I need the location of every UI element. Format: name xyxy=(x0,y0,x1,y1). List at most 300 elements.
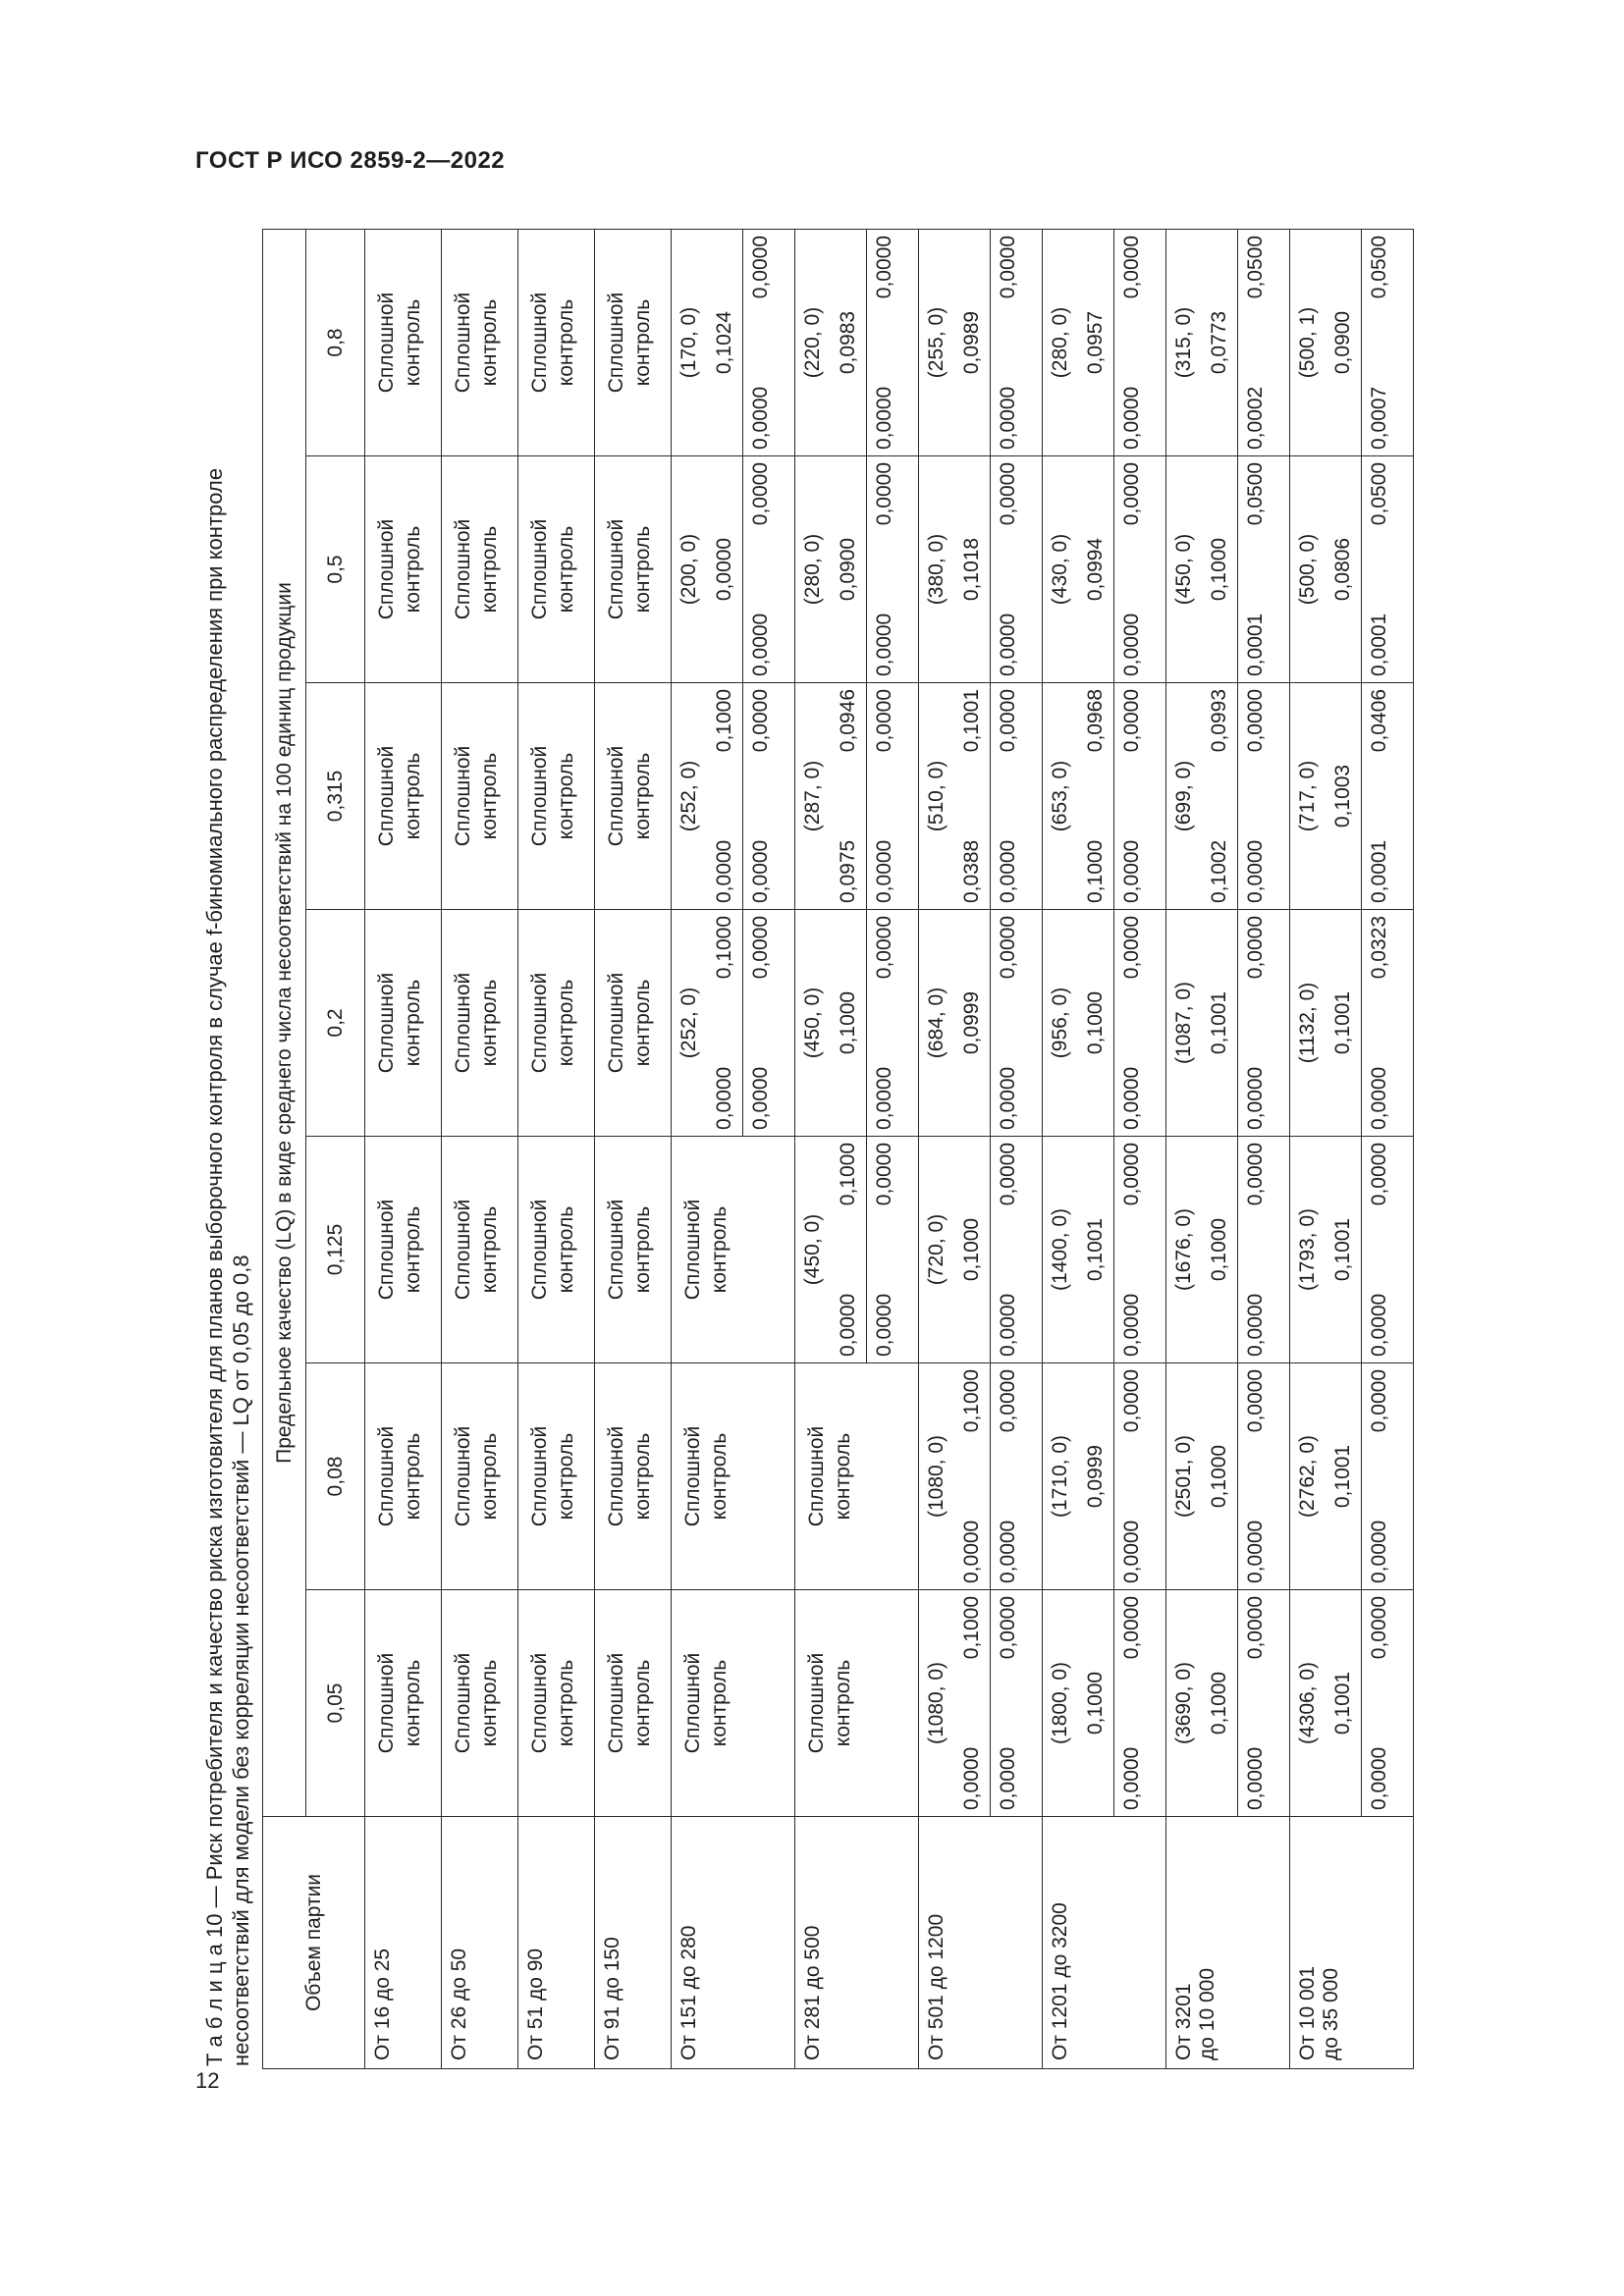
sampling-plan xyxy=(1290,683,1326,909)
plan-values xyxy=(1043,1363,1165,1589)
risk-value: 0,0773 xyxy=(1208,310,1230,375)
plan-text: (255, 0) xyxy=(925,306,947,379)
risk-values xyxy=(707,456,742,682)
solid-line-1: Сплошной xyxy=(375,518,398,620)
plan-text: (717, 0) xyxy=(1296,760,1319,832)
sampling-plan xyxy=(795,456,831,682)
plan-values xyxy=(795,230,918,455)
quality-value: 0,0000 xyxy=(1120,916,1143,980)
risk-value: 0,1000 xyxy=(837,990,859,1055)
plan-values xyxy=(1166,1590,1289,1816)
plan-values xyxy=(1043,456,1165,682)
risk-values xyxy=(1202,1137,1237,1362)
risk-value: 0,1000 xyxy=(960,1596,983,1660)
sampling-plan xyxy=(1166,1590,1202,1816)
lot-size-cell: От 281 до 500 xyxy=(795,1817,919,2069)
solid-line-2: контроль xyxy=(402,1205,424,1294)
quality-value: 0,0000 xyxy=(1120,462,1143,526)
solid-line-1: Сплошной xyxy=(375,1425,398,1527)
risk-values xyxy=(831,683,866,909)
risk-value: 0,1001 xyxy=(1331,1444,1354,1509)
quality-values xyxy=(990,910,1026,1136)
table-cell xyxy=(1043,910,1166,1137)
quality-value: 0,0000 xyxy=(997,462,1019,526)
solid-line-1: Сплошной xyxy=(452,1425,474,1527)
quality-values xyxy=(866,456,902,682)
solid-line-2: контроль xyxy=(708,1205,731,1294)
plan-values xyxy=(672,683,794,909)
solid-line-1: Сплошной xyxy=(605,745,627,847)
table-row xyxy=(1290,230,1414,2069)
table-cell xyxy=(1290,1137,1414,1363)
sampling-plan xyxy=(795,1137,831,1362)
table-cell xyxy=(365,230,442,456)
quality-values xyxy=(1361,683,1397,909)
risk-values xyxy=(1326,230,1361,455)
table-cell xyxy=(1290,456,1414,683)
solid-inspection-text xyxy=(365,1590,426,1816)
sampling-plan xyxy=(919,910,954,1136)
table-cell xyxy=(518,1590,595,1817)
risk-values xyxy=(1078,1590,1113,1816)
risk-values xyxy=(1202,230,1237,455)
risk-values xyxy=(1078,1363,1113,1589)
sampling-plan xyxy=(919,456,954,682)
table-cell xyxy=(672,910,795,1137)
plan-text: (450, 0) xyxy=(801,987,824,1059)
plan-text: (4306, 0) xyxy=(1296,1661,1319,1745)
solid-line-2: контроль xyxy=(832,1432,854,1521)
solid-line-2: контроль xyxy=(708,1659,731,1747)
plan-values xyxy=(1290,1590,1413,1816)
quality-value: 0,0000 xyxy=(1120,1746,1143,1810)
quality-value: 0,0001 xyxy=(1244,613,1267,676)
solid-line-1: Сплошной xyxy=(528,745,551,847)
solid-inspection-text xyxy=(365,1137,426,1362)
quality-values xyxy=(1237,1363,1273,1589)
risk-value: 0,0000 xyxy=(960,1746,983,1810)
table-caption-line-2: несоответствий для модели без корреляции несоответствий — LQ от 0,05 до 0,8 xyxy=(229,1255,253,2066)
solid-inspection-text xyxy=(672,1590,732,1816)
risk-values xyxy=(831,456,866,682)
table-cell xyxy=(442,456,518,683)
risk-values xyxy=(707,683,742,909)
solid-line-2: контроль xyxy=(402,525,424,614)
solid-line-2: контроль xyxy=(478,979,501,1067)
table-cell xyxy=(795,910,919,1137)
table-container xyxy=(262,229,1388,2069)
plan-values xyxy=(1043,910,1165,1136)
solid-line-1: Сплошной xyxy=(605,292,627,394)
table-cell xyxy=(442,1590,518,1817)
table-cell xyxy=(1290,230,1414,456)
solid-line-1: Сплошной xyxy=(605,972,627,1074)
risk-values xyxy=(1326,1590,1361,1816)
quality-value: 0,0000 xyxy=(1244,1066,1267,1130)
quality-values xyxy=(742,456,779,682)
plan-values xyxy=(1166,456,1289,682)
plan-values xyxy=(1166,1363,1289,1589)
risk-value: 0,0999 xyxy=(960,990,983,1055)
plan-text: (200, 0) xyxy=(677,533,700,606)
sampling-plan xyxy=(672,456,707,682)
risk-value: 0,1000 xyxy=(1084,1671,1107,1735)
quality-values xyxy=(866,683,902,909)
solid-line-1: Сплошной xyxy=(375,1199,398,1301)
sampling-plan xyxy=(795,230,831,455)
table-cell xyxy=(672,1590,795,1817)
solid-line-1: Сплошной xyxy=(681,1652,704,1754)
plan-values xyxy=(919,1137,1042,1362)
risk-value: 0,0994 xyxy=(1084,537,1107,602)
solid-inspection-text xyxy=(365,456,426,682)
table-cell xyxy=(518,1137,595,1363)
lq-column-header: 0,5 xyxy=(306,456,365,683)
table-cell xyxy=(795,1590,919,1817)
table-cell xyxy=(595,456,672,683)
quality-values xyxy=(866,230,902,455)
table-cell xyxy=(365,683,442,910)
solid-line-1: Сплошной xyxy=(452,292,474,394)
risk-value: 0,0000 xyxy=(960,1520,983,1583)
table-cell xyxy=(1166,1137,1290,1363)
solid-line-1: Сплошной xyxy=(605,518,627,620)
lq-column-header: 0,2 xyxy=(306,910,365,1137)
risk-values xyxy=(707,230,742,455)
risk-value: 0,1024 xyxy=(713,310,735,375)
solid-inspection-text xyxy=(595,1363,656,1589)
risk-value: 0,1001 xyxy=(960,689,983,753)
plan-text: (450, 0) xyxy=(801,1213,824,1286)
lq-header: Предельное качество (LQ) в виде среднего числа несоответствий на 100 единиц продукции xyxy=(263,230,306,1817)
plan-values xyxy=(919,456,1042,682)
risk-value: 0,1002 xyxy=(1208,839,1230,903)
solid-inspection-text xyxy=(595,1590,656,1816)
solid-line-2: контроль xyxy=(555,525,577,614)
sampling-plan xyxy=(795,683,831,909)
quality-values xyxy=(1113,1590,1150,1816)
quality-value: 0,0000 xyxy=(873,462,895,526)
plan-values xyxy=(1290,1137,1413,1362)
plan-text: (1132, 0) xyxy=(1296,982,1319,1064)
lot-size-cell: От 3201 до 10 000 xyxy=(1166,1817,1290,2069)
solid-inspection-text xyxy=(518,456,579,682)
risk-values xyxy=(1326,683,1361,909)
quality-value: 0,0000 xyxy=(749,462,772,526)
table-cell xyxy=(672,1363,795,1590)
risk-values xyxy=(831,1137,866,1362)
solid-line-1: Сплошной xyxy=(605,1425,627,1527)
risk-value: 0,0993 xyxy=(1208,689,1230,753)
table-cell xyxy=(518,230,595,456)
plan-values xyxy=(919,910,1042,1136)
quality-value: 0,0000 xyxy=(1120,839,1143,903)
risk-values xyxy=(1202,1363,1237,1589)
plan-text: (3690, 0) xyxy=(1172,1661,1195,1745)
quality-values xyxy=(742,683,779,909)
risk-value: 0,0983 xyxy=(837,310,859,375)
risk-values xyxy=(1202,910,1237,1136)
plan-values xyxy=(795,456,918,682)
table-cell xyxy=(795,683,919,910)
quality-value: 0,0000 xyxy=(997,1746,1019,1810)
quality-values xyxy=(1113,1137,1150,1362)
table-cell xyxy=(1166,1590,1290,1817)
solid-line-2: контроль xyxy=(631,979,654,1067)
quality-value: 0,0323 xyxy=(1368,916,1390,980)
risk-value: 0,0000 xyxy=(713,537,735,602)
risk-values xyxy=(1202,683,1237,909)
quality-value: 0,0000 xyxy=(749,839,772,903)
sampling-plan xyxy=(1290,1137,1326,1362)
quality-value: 0,0001 xyxy=(1368,613,1390,676)
risk-values xyxy=(1326,456,1361,682)
quality-value: 0,0000 xyxy=(873,1066,895,1130)
quality-values xyxy=(990,456,1026,682)
risk-value: 0,1001 xyxy=(1331,990,1354,1055)
quality-value: 0,0000 xyxy=(1244,1520,1267,1583)
solid-inspection-text xyxy=(365,910,426,1136)
sampling-plan xyxy=(1290,1590,1326,1816)
risk-value: 0,1000 xyxy=(837,1143,859,1206)
table-caption-line-1: Т а б л и ц а 10 — Риск потребителя и качество риска изготовителя для планов выборочного контроля в случае f-биномиального распределения при контроле xyxy=(202,467,227,2066)
solid-inspection-text xyxy=(518,1590,579,1816)
table-cell xyxy=(919,1363,1043,1590)
sampling-plan xyxy=(919,683,954,909)
solid-line-2: контроль xyxy=(555,752,577,840)
risk-value: 0,1001 xyxy=(1331,1671,1354,1735)
lq-column-header: 0,125 xyxy=(306,1137,365,1363)
risk-value: 0,0989 xyxy=(960,310,983,375)
quality-value: 0,0000 xyxy=(873,1143,895,1206)
quality-value: 0,0007 xyxy=(1368,386,1390,450)
solid-line-2: контроль xyxy=(555,298,577,387)
solid-line-1: Сплошной xyxy=(375,292,398,394)
solid-line-2: контроль xyxy=(555,1659,577,1747)
solid-inspection-text xyxy=(595,230,656,455)
risk-value: 0,1018 xyxy=(960,537,983,602)
quality-value: 0,0000 xyxy=(997,839,1019,903)
plan-values xyxy=(1043,683,1165,909)
lot-size-cell: От 91 до 150 xyxy=(595,1817,672,2069)
table-cell xyxy=(1043,230,1166,456)
risk-values xyxy=(831,910,866,1136)
solid-line-1: Сплошной xyxy=(452,1652,474,1754)
table-cell xyxy=(1290,910,1414,1137)
solid-line-2: контроль xyxy=(402,979,424,1067)
risk-value: 0,0388 xyxy=(960,839,983,903)
table-row xyxy=(795,230,919,2069)
quality-value: 0,0000 xyxy=(1368,1596,1390,1660)
table-cell xyxy=(919,1590,1043,1817)
quality-value: 0,0000 xyxy=(997,689,1019,753)
risk-value: 0,1000 xyxy=(1208,1444,1230,1509)
risk-value: 0,0000 xyxy=(837,1293,859,1357)
plan-text: (500, 0) xyxy=(1296,533,1319,606)
plan-text: (1080, 0) xyxy=(925,1434,947,1519)
solid-line-1: Сплошной xyxy=(681,1199,704,1301)
quality-value: 0,0000 xyxy=(1120,1369,1143,1433)
quality-value: 0,0000 xyxy=(997,1293,1019,1357)
solid-line-1: Сплошной xyxy=(528,972,551,1074)
sampling-plan xyxy=(919,1363,954,1589)
table-cell xyxy=(672,683,795,910)
risk-values xyxy=(1078,910,1113,1136)
solid-line-2: контроль xyxy=(631,525,654,614)
solid-inspection-text xyxy=(518,910,579,1136)
sampling-plan xyxy=(1043,683,1078,909)
table-cell xyxy=(919,683,1043,910)
solid-line-1: Сплошной xyxy=(452,972,474,1074)
page-number: 12 xyxy=(195,2068,220,2093)
quality-value: 0,0002 xyxy=(1244,386,1267,450)
table-cell xyxy=(595,910,672,1137)
quality-values xyxy=(866,1137,902,1362)
quality-values xyxy=(866,910,902,1136)
quality-value: 0,0000 xyxy=(997,1596,1019,1660)
plan-text: (170, 0) xyxy=(677,306,700,379)
sampling-plan xyxy=(1166,230,1202,455)
solid-inspection-text xyxy=(518,1363,579,1589)
plan-text: (1793, 0) xyxy=(1296,1207,1319,1292)
risk-value: 0,0000 xyxy=(713,839,735,903)
risk-value: 0,0946 xyxy=(837,689,859,753)
plan-values xyxy=(1043,1137,1165,1362)
plan-text: (1710, 0) xyxy=(1049,1434,1071,1519)
table-row xyxy=(1043,230,1166,2069)
plan-text: (684, 0) xyxy=(925,987,947,1059)
risk-values xyxy=(1326,1137,1361,1362)
plan-text: (2501, 0) xyxy=(1172,1434,1195,1519)
solid-inspection-text xyxy=(518,1137,579,1362)
solid-inspection-text xyxy=(518,683,579,909)
solid-line-2: контроль xyxy=(478,1432,501,1521)
plan-text: (252, 0) xyxy=(677,760,700,832)
lq-column-header: 0,05 xyxy=(306,1590,365,1817)
quality-value: 0,0000 xyxy=(1244,1293,1267,1357)
risk-value: 0,1000 xyxy=(960,1369,983,1433)
quality-values xyxy=(990,1363,1026,1589)
solid-line-2: контроль xyxy=(631,1659,654,1747)
risk-values xyxy=(1326,910,1361,1136)
solid-line-1: Сплошной xyxy=(452,518,474,620)
table-cell xyxy=(595,1137,672,1363)
risk-value: 0,1001 xyxy=(1331,1217,1354,1282)
quality-value: 0,0500 xyxy=(1368,236,1390,299)
sampling-plan xyxy=(1166,1137,1202,1362)
quality-value: 0,0000 xyxy=(1244,916,1267,980)
risk-values xyxy=(954,1590,990,1816)
solid-line-2: контроль xyxy=(478,1205,501,1294)
table-cell xyxy=(1166,1363,1290,1590)
table-cell xyxy=(672,456,795,683)
table-cell xyxy=(672,1137,795,1363)
solid-line-1: Сплошной xyxy=(528,292,551,394)
quality-value: 0,0000 xyxy=(749,613,772,676)
solid-line-2: контроль xyxy=(402,752,424,840)
risk-value: 0,0900 xyxy=(1331,310,1354,375)
solid-line-2: контроль xyxy=(402,1659,424,1747)
quality-values xyxy=(990,230,1026,455)
lot-size-cell: От 151 до 280 xyxy=(672,1817,795,2069)
table-cell xyxy=(365,1363,442,1590)
risk-values xyxy=(831,230,866,455)
solid-line-1: Сплошной xyxy=(528,1199,551,1301)
sampling-plan xyxy=(672,230,707,455)
quality-value: 0,0000 xyxy=(1244,1746,1267,1810)
solid-inspection-text xyxy=(595,1137,656,1362)
table-cell xyxy=(1290,683,1414,910)
solid-line-2: контроль xyxy=(832,1659,854,1747)
lot-size-cell: От 51 до 90 xyxy=(518,1817,595,2069)
sampling-plan xyxy=(1043,230,1078,455)
risk-values xyxy=(1326,1363,1361,1589)
lot-size-cell: От 16 до 25 xyxy=(365,1817,442,2069)
quality-value: 0,0000 xyxy=(1368,1293,1390,1357)
solid-line-1: Сплошной xyxy=(805,1652,828,1754)
risk-value: 0,1000 xyxy=(960,1217,983,1282)
solid-line-1: Сплошной xyxy=(805,1425,828,1527)
solid-line-2: контроль xyxy=(631,1432,654,1521)
plan-values xyxy=(919,683,1042,909)
risk-value: 0,1001 xyxy=(1084,1217,1107,1282)
solid-inspection-text xyxy=(595,683,656,909)
lot-size-cell: От 26 до 50 xyxy=(442,1817,518,2069)
solid-line-2: контроль xyxy=(478,525,501,614)
quality-value: 0,0000 xyxy=(1120,1143,1143,1206)
quality-value: 0,0001 xyxy=(1368,839,1390,903)
sampling-plan xyxy=(1043,1363,1078,1589)
risk-values xyxy=(1078,230,1113,455)
sampling-plan xyxy=(1043,1590,1078,1816)
solid-line-2: контроль xyxy=(402,1432,424,1521)
table-cell xyxy=(672,230,795,456)
plan-values xyxy=(1290,230,1413,455)
table-row xyxy=(595,230,672,2069)
quality-value: 0,0000 xyxy=(749,386,772,450)
quality-value: 0,0500 xyxy=(1244,236,1267,299)
lot-size-cell: От 501 до 1200 xyxy=(919,1817,1043,2069)
sampling-plan xyxy=(919,1137,954,1362)
solid-line-2: контроль xyxy=(555,979,577,1067)
plan-text: (1080, 0) xyxy=(925,1661,947,1745)
quality-value: 0,0500 xyxy=(1368,462,1390,526)
quality-value: 0,0000 xyxy=(1244,1596,1267,1660)
quality-values xyxy=(1361,456,1397,682)
plan-text: (500, 1) xyxy=(1296,306,1319,379)
sampling-plan xyxy=(1043,910,1078,1136)
quality-value: 0,0000 xyxy=(1244,1369,1267,1433)
plan-values xyxy=(1043,1590,1165,1816)
quality-value: 0,0000 xyxy=(1244,839,1267,903)
risk-values xyxy=(954,1363,990,1589)
table-cell xyxy=(1043,683,1166,910)
quality-value: 0,0000 xyxy=(1120,386,1143,450)
quality-value: 0,0000 xyxy=(749,1066,772,1130)
sampling-plan xyxy=(1290,1363,1326,1589)
solid-line-2: контроль xyxy=(708,1432,731,1521)
sampling-plan xyxy=(1043,456,1078,682)
quality-value: 0,0500 xyxy=(1244,462,1267,526)
solid-inspection-text xyxy=(595,910,656,1136)
solid-line-1: Сплошной xyxy=(528,1652,551,1754)
table-cell xyxy=(442,230,518,456)
plan-text: (1800, 0) xyxy=(1049,1661,1071,1745)
table-cell xyxy=(795,1363,919,1590)
plan-values xyxy=(919,230,1042,455)
risk-value: 0,1001 xyxy=(1208,990,1230,1055)
table-cell xyxy=(795,456,919,683)
